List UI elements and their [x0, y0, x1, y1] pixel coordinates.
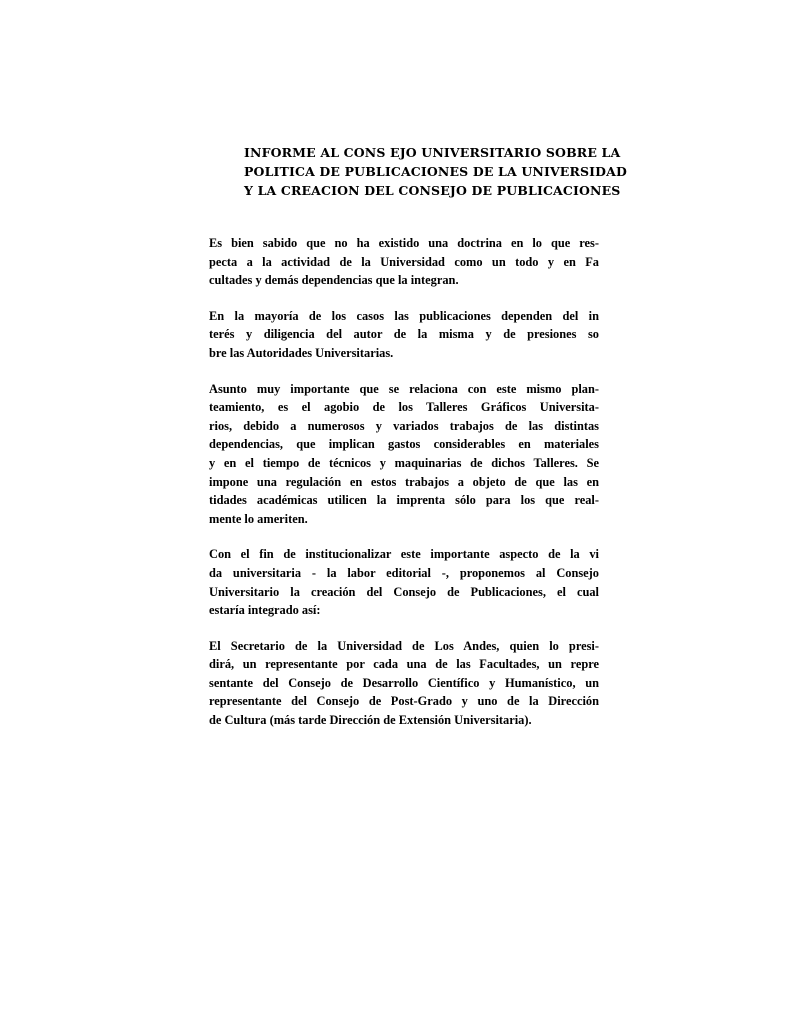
document-body: [209, 234, 599, 747]
title-line: Y LA CREACION DEL CONSEJO DE PUBLICACIONES: [244, 183, 621, 198]
text-line: tidades académicas utilicen la imprenta sólo para los que real-: [209, 493, 599, 508]
paragraph-proposal: [209, 545, 599, 619]
text-line: y en el tiempo de técnicos y maquinarias de dichos Talleres. Se: [209, 455, 599, 470]
text-line: teamiento, es el agobio de los Talleres Gráficos Universita-: [209, 400, 599, 415]
title-line: INFORME AL CONS EJO UNIVERSITARIO SOBRE LA: [244, 145, 621, 160]
paragraph-print-shops: [209, 380, 599, 529]
text-line: sentante del Consejo de Desarrollo Científico y Humanístico, un: [209, 675, 599, 690]
text-line: El Secretario de la Universidad de Los Andes, quien lo presi-: [209, 638, 599, 653]
text-line: dirá, un representante por cada una de las Facultades, un repre: [209, 657, 599, 672]
text-line: pecta a la actividad de la Universidad como un todo y en Fa: [209, 254, 599, 269]
document-title: [244, 143, 628, 200]
text-line: bre las Autoridades Universitarias.: [209, 345, 394, 360]
paragraph-composition: [209, 637, 599, 730]
text-line: cultades y demás dependencias que la integran.: [209, 273, 459, 288]
text-line: dependencias, que implican gastos considerables en materiales: [209, 437, 599, 452]
text-line: impone una regulación en estos trabajos a objeto de que las en: [209, 474, 599, 489]
text-line: de Cultura (más tarde Dirección de Extensión Universitaria).: [209, 713, 532, 728]
text-line: Es bien sabido que no ha existido una doctrina en lo que res-: [209, 236, 599, 250]
paragraph-doctrine: [209, 234, 599, 290]
text-line: da universitaria - la labor editorial -, proponemos al Consejo: [209, 565, 599, 580]
text-line: Asunto muy importante que se relaciona con este mismo plan-: [209, 381, 599, 396]
text-line: Universitario la creación del Consejo de Publicaciones, el cual: [209, 584, 599, 599]
text-line: En la mayoría de los casos las publicaciones dependen del in: [209, 308, 599, 323]
text-line: mente lo ameriten.: [209, 511, 308, 526]
text-line: representante del Consejo de Post-Grado y uno de la Dirección: [209, 694, 599, 709]
paragraph-publications: [209, 307, 599, 363]
title-line: POLITICA DE PUBLICACIONES DE LA UNIVERSIDAD: [244, 164, 628, 179]
text-line: rios, debido a numerosos y variados trabajos de las distintas: [209, 418, 599, 433]
text-line: estaría integrado así:: [209, 603, 321, 618]
text-line: Con el fin de institucionalizar este importante aspecto de la vi: [209, 547, 599, 562]
text-line: terés y diligencia del autor de la misma y de presiones so: [209, 327, 599, 342]
